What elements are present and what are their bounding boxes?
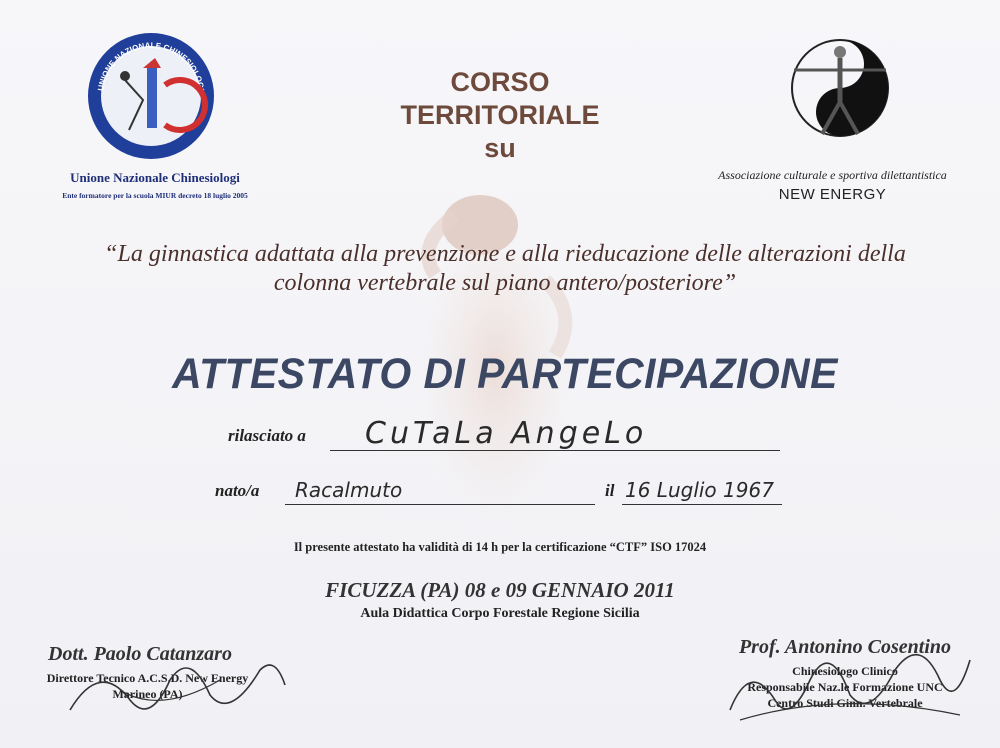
right-signatory-line-3: Centro Studi Ginn. Vertebrale <box>767 696 923 710</box>
right-org-description: Associazione culturale e sportiva dilettantistica <box>718 168 947 182</box>
left-signatory-place: Marineo (PA) <box>112 687 183 701</box>
right-signatory-line-1: Chinesiologo Clinico <box>792 664 898 678</box>
course-line-2: TERRITORIALE <box>400 100 600 130</box>
course-line-3: su <box>484 133 516 163</box>
event-venue: Aula Didattica Corpo Forestale Regione Sicilia <box>360 606 640 621</box>
left-org-subtitle: Ente formatore per la scuola MIUR decreto 18 luglio 2005 <box>62 191 248 200</box>
course-line-1: CORSO <box>450 67 550 97</box>
birthdate: 16 Luglio 1967 <box>625 478 774 502</box>
birthdate-line <box>622 504 782 505</box>
vitruvian-man-logo-icon <box>780 30 900 140</box>
date-label: il <box>605 481 615 500</box>
birthplace-line <box>285 504 595 505</box>
right-signatory-name: Prof. Antonino Cosentino <box>738 636 952 658</box>
recipient-name: CuTaLa AngeLo <box>365 416 648 451</box>
course-title-line-1: “La ginnastica adattata alla prevenzione e alla rieducazione delle alterazioni della <box>104 241 906 267</box>
right-handwritten-signature <box>720 620 980 730</box>
certificate-heading: ATTESTATO DI PARTECIPAZIONE <box>172 350 838 398</box>
event-place-date: FICUZZA (PA) 08 e 09 GENNAIO 2011 <box>325 578 675 602</box>
course-heading <box>330 66 670 165</box>
logo-ring-text: UNIONE NAZIONALE CHINESIOLOGI <box>96 40 206 92</box>
right-org-name: NEW ENERGY <box>778 186 887 203</box>
unione-chinesiologi-logo-icon <box>85 30 217 162</box>
born-label: nato/a <box>215 481 260 500</box>
left-signatory-role: Direttore Tecnico A.C.S.D. New Energy <box>46 671 249 685</box>
left-org-name: Unione Nazionale Chinesiologi <box>70 170 240 185</box>
left-signatory-name: Dott. Paolo Catanzaro <box>48 643 232 665</box>
right-signatory-line-2: Responsabile Naz.le Formazione UNC <box>747 680 943 694</box>
course-title <box>40 240 970 298</box>
birthplace: Racalmuto <box>295 478 403 502</box>
left-handwritten-signature <box>60 640 290 730</box>
validity-text: Il presente attestato ha validità di 14 h per la certificazione “CTF” ISO 17024 <box>293 540 707 554</box>
course-title-line-2: colonna vertebrale sul piano antero/posteriore” <box>273 270 737 296</box>
issued-to-label: rilasciato a <box>228 426 306 445</box>
